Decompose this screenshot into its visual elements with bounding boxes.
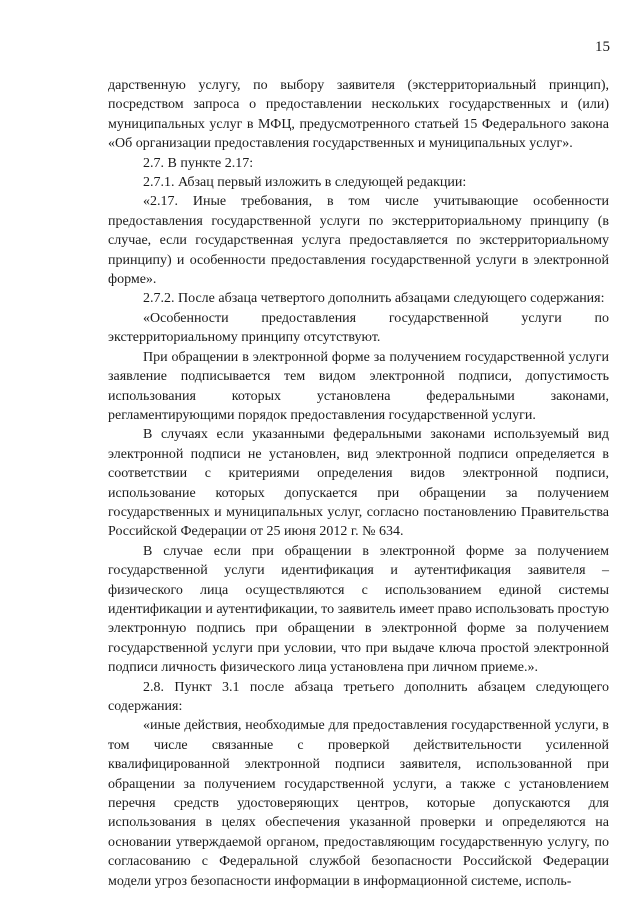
paragraph: 2.8. Пункт 3.1 после абзаца третьего дополнить абзацем следующего содержания: [108, 679, 609, 714]
page-number: 15 [595, 39, 610, 55]
paragraph: В случаях если указанными федеральными законами используемый вид электронной подписи не установлен, вид электронной подписи определяется в соответствии с критериями определения видов электронной подписи, использование которых допускается при обращении за получением государственных и муниципальных услуг, согласно постановлению Правительства Российской Федерации от 25 июня 2012 г. № 634. [108, 427, 609, 540]
paragraph: При обращении в электронной форме за получением государственной услуги заявление подписывается тем видом электронной подписи, допустимость использования которых установлена федеральными законами, регламентирующими порядок предоставления государственной услуги. [108, 349, 609, 423]
paragraph: 2.7. В пункте 2.17: [143, 155, 254, 171]
paragraph: 2.7.1. Абзац первый изложить в следующей редакции: [143, 175, 467, 191]
paragraph: «Особенности предоставления государственной услуги по экстерриториальному принципу отсутствуют. [108, 310, 609, 346]
paragraph: дарственную услугу, по выбору заявителя (экстерриториальный принцип), посредством запроса о предоставлении нескольких государственных и (или) муниципальных услуг в МФЦ, предусмотренного статьей 15 Федерального закона «Об организации предоставления государственных и муниципальных услуг». [108, 78, 609, 152]
paragraph: «2.17. Иные требования, в том числе учитывающие особенности предоставления государственной услуги по экстерриториальному принципу (в случае, если государственная услуга предоставляется по экстерриториальному принципу) и особенности предоставления государственной услуги в электронной форме». [108, 194, 609, 288]
paragraph: В случае если при обращении в электронной форме за получением государственной услуги идентификация и аутентификация заявителя – физического лица осуществляются с использованием единой системы идентификации и аутентификации, то заявитель имеет право использовать простую электронную подпись при обращении в электронной форме за получением государственной услуги при условии, что при выдаче ключа простой электронной подписи личность физического лица установлена при личном приеме.». [108, 543, 609, 676]
paragraph: 2.7.2. После абзаца четвертого дополнить абзацами следующего содержания: [143, 291, 605, 307]
document-body [108, 76, 609, 891]
paragraph: «иные действия, необходимые для предоставления государственной услуги, в том числе связанные с проверкой действительности усиленной квалифицированной электронной подписи заявителя, использованной при обращении за получением государственной услуги, а также с установлением перечня средств удостоверяющих центров, которые допускаются для использования в целях обеспечения указанной проверки и определяются на основании утверждаемой органом, предоставляющим государственную услугу, по согласованию с Федеральной службой безопасности Российской Федерации модели угроз безопасности информации в информационной системе, исполь- [108, 718, 609, 889]
